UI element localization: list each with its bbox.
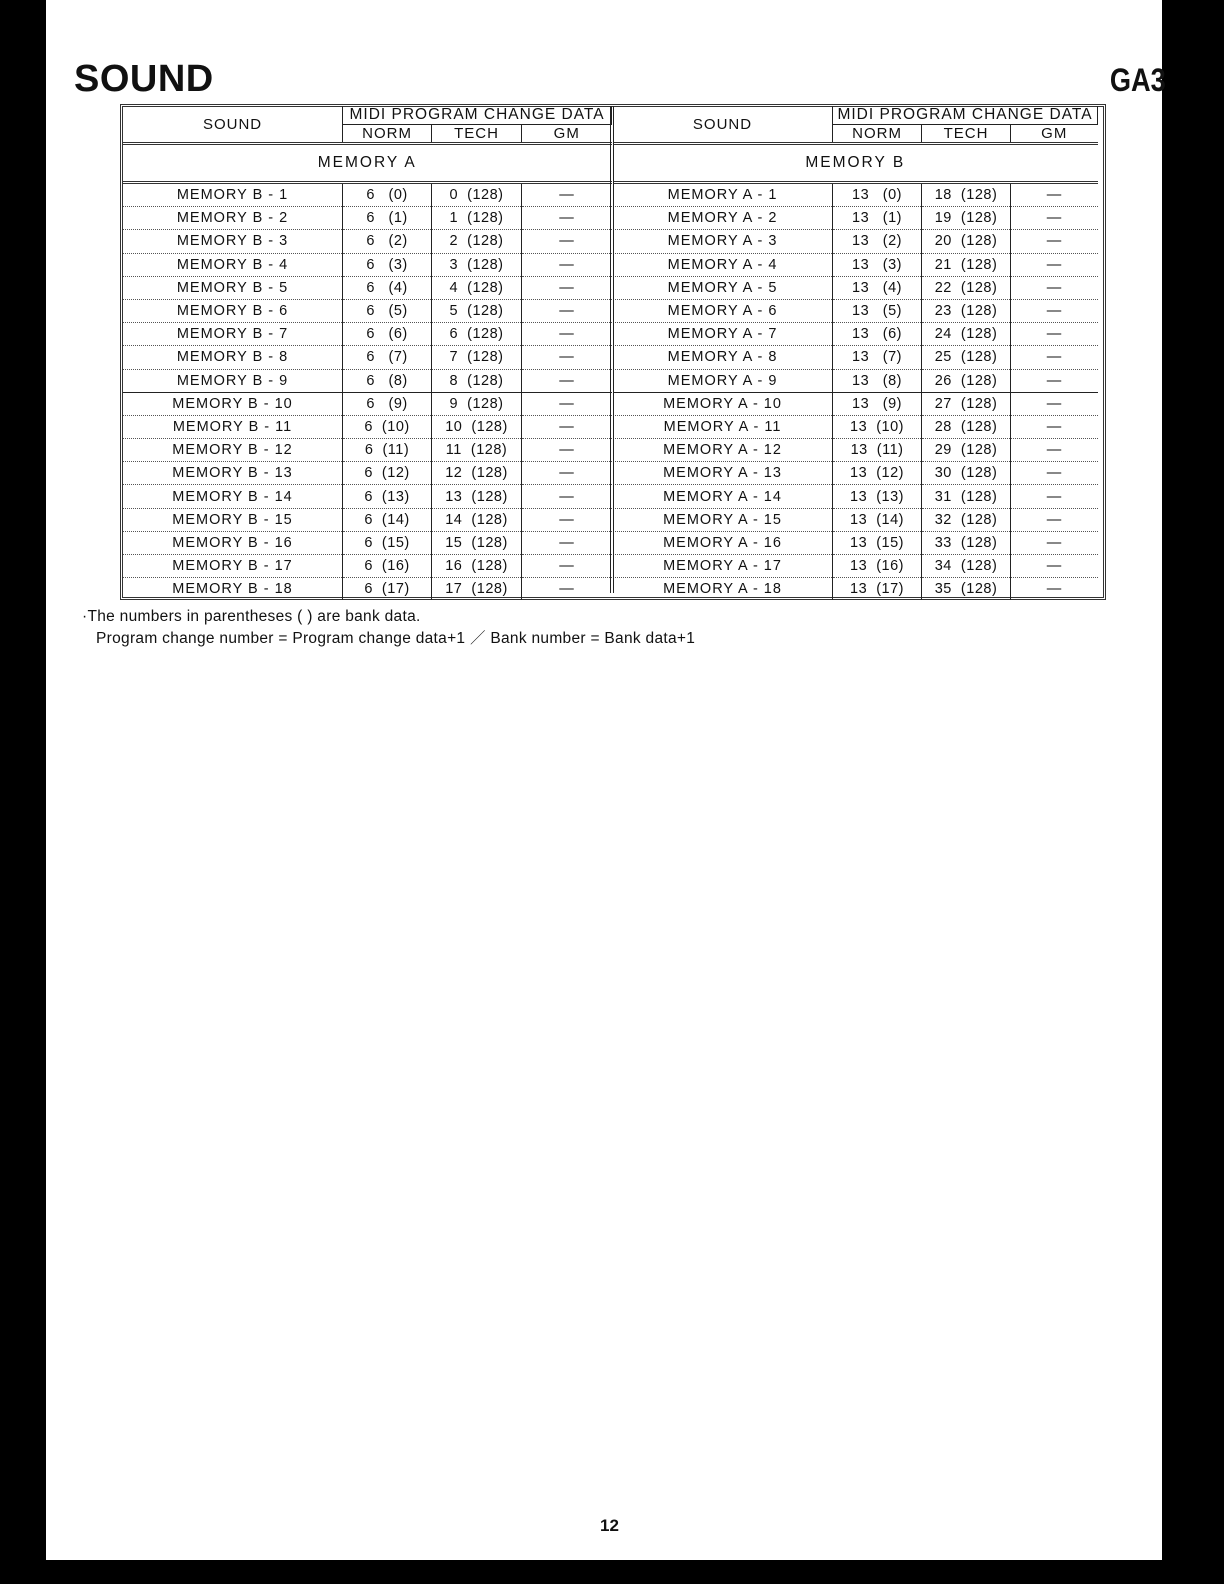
table-row	[613, 276, 1098, 299]
table-row	[613, 555, 1098, 578]
cell-sound: MEMORY A - 3	[613, 230, 833, 253]
cell-norm: 6 (5)	[343, 299, 432, 322]
table-row	[123, 253, 612, 276]
table-row	[613, 253, 1098, 276]
cell-sound: MEMORY B - 1	[123, 183, 343, 207]
table-row	[613, 392, 1098, 415]
cell-tech: 18 (128)	[922, 183, 1011, 207]
cell-gm: —	[1011, 485, 1098, 508]
cell-tech: 35 (128)	[922, 578, 1011, 601]
cell-gm: —	[522, 183, 612, 207]
cell-sound: MEMORY B - 12	[123, 439, 343, 462]
cell-gm: —	[1011, 415, 1098, 438]
table-row	[123, 230, 612, 253]
cell-sound: MEMORY A - 13	[613, 462, 833, 485]
cell-gm: —	[1011, 299, 1098, 322]
cell-sound: MEMORY A - 2	[613, 207, 833, 230]
cell-gm: —	[1011, 207, 1098, 230]
cell-gm: —	[522, 508, 612, 531]
section-title: MEMORY B	[613, 144, 1098, 183]
table-row	[613, 415, 1098, 438]
cell-norm: 13 (9)	[833, 392, 922, 415]
scan-border-bottom	[0, 1560, 1224, 1584]
cell-gm: —	[522, 578, 612, 601]
cell-sound: MEMORY A - 14	[613, 485, 833, 508]
table-row	[613, 462, 1098, 485]
cell-norm: 13 (11)	[833, 439, 922, 462]
cell-gm: —	[1011, 230, 1098, 253]
cell-sound: MEMORY B - 4	[123, 253, 343, 276]
cell-tech: 22 (128)	[922, 276, 1011, 299]
cell-sound: MEMORY A - 7	[613, 323, 833, 346]
table-row	[123, 415, 612, 438]
cell-sound: MEMORY A - 17	[613, 555, 833, 578]
cell-sound: MEMORY A - 6	[613, 299, 833, 322]
table-row	[123, 346, 612, 369]
cell-norm: 13 (17)	[833, 578, 922, 601]
col-midi-header: MIDI PROGRAM CHANGE DATA	[343, 106, 612, 125]
cell-gm: —	[522, 555, 612, 578]
note-line-1: ·The numbers in parentheses ( ) are bank data.	[82, 608, 421, 625]
cell-norm: 6 (12)	[343, 462, 432, 485]
cell-sound: MEMORY B - 10	[123, 392, 343, 415]
cell-tech: 7 (128)	[432, 346, 522, 369]
cell-gm: —	[522, 415, 612, 438]
cell-tech: 32 (128)	[922, 508, 1011, 531]
cell-gm: —	[1011, 323, 1098, 346]
cell-sound: MEMORY B - 13	[123, 462, 343, 485]
cell-gm: —	[1011, 392, 1098, 415]
cell-tech: 23 (128)	[922, 299, 1011, 322]
table-center-divider	[610, 106, 614, 593]
table-row	[123, 392, 612, 415]
cell-tech: 27 (128)	[922, 392, 1011, 415]
cell-sound: MEMORY A - 18	[663, 581, 782, 598]
table-row	[123, 439, 612, 462]
cell-tech: 9 (128)	[432, 392, 522, 415]
table-row	[123, 276, 612, 299]
table-row	[123, 323, 612, 346]
cell-sound: MEMORY B - 7	[123, 323, 343, 346]
cell-norm: 6 (16)	[343, 555, 432, 578]
section-row	[613, 144, 1098, 183]
table-row	[123, 462, 612, 485]
cell-tech: 33 (128)	[922, 531, 1011, 554]
cell-norm: 6 (15)	[343, 531, 432, 554]
cell-norm: 6 (1)	[343, 207, 432, 230]
table-row	[613, 531, 1098, 554]
col-gm-header: GM	[1011, 125, 1098, 144]
cell-tech: 0 (128)	[432, 183, 522, 207]
table-row	[123, 183, 612, 207]
cell-tech: 15 (128)	[432, 531, 522, 554]
table-row	[123, 299, 612, 322]
cell-norm: 13 (10)	[833, 415, 922, 438]
cell-tech: 28 (128)	[922, 415, 1011, 438]
cell-tech: 6 (128)	[432, 323, 522, 346]
cell-gm: —	[522, 531, 612, 554]
cell-gm: —	[1011, 555, 1098, 578]
table-row	[123, 531, 612, 554]
col-sound-header: SOUND	[202, 115, 263, 133]
cell-gm: —	[522, 439, 612, 462]
cell-tech: 29 (128)	[922, 439, 1011, 462]
table-row	[613, 207, 1098, 230]
sound-table-right	[613, 106, 1098, 600]
cell-gm: —	[522, 253, 612, 276]
cell-norm: 6 (13)	[343, 485, 432, 508]
cell-gm: —	[1011, 508, 1098, 531]
col-norm-header: NORM	[833, 125, 922, 144]
col-tech-header: TECH	[432, 125, 522, 144]
cell-sound: MEMORY B - 2	[123, 207, 343, 230]
cell-gm: —	[1011, 439, 1098, 462]
cell-sound: MEMORY A - 8	[613, 346, 833, 369]
cell-sound: MEMORY B - 8	[123, 346, 343, 369]
cell-gm: —	[522, 462, 612, 485]
cell-norm: 6 (0)	[343, 183, 432, 207]
cell-sound: MEMORY B - 3	[123, 230, 343, 253]
cell-gm: —	[522, 485, 612, 508]
cell-gm: —	[522, 323, 612, 346]
cell-tech: 34 (128)	[922, 555, 1011, 578]
cell-tech: 5 (128)	[432, 299, 522, 322]
cell-sound: MEMORY B - 5	[123, 276, 343, 299]
cell-tech: 30 (128)	[922, 462, 1011, 485]
cell-tech: 13 (128)	[432, 485, 522, 508]
cell-norm: 13 (1)	[833, 207, 922, 230]
cell-sound: MEMORY B - 17	[123, 555, 343, 578]
cell-norm: 6 (8)	[343, 369, 432, 392]
cell-tech: 21 (128)	[922, 253, 1011, 276]
table-row	[613, 439, 1098, 462]
cell-norm: 13 (5)	[833, 299, 922, 322]
cell-norm: 13 (7)	[833, 346, 922, 369]
cell-norm: 6 (7)	[343, 346, 432, 369]
cell-norm: 6 (4)	[343, 276, 432, 299]
cell-gm: —	[1011, 346, 1098, 369]
table-row	[613, 578, 1098, 601]
cell-norm: 6 (14)	[343, 508, 432, 531]
cell-sound: MEMORY A - 9	[613, 369, 833, 392]
cell-gm: —	[1011, 531, 1098, 554]
cell-norm: 6 (3)	[343, 253, 432, 276]
cell-tech: 4 (128)	[432, 276, 522, 299]
cell-gm: —	[522, 230, 612, 253]
cell-tech: 12 (128)	[432, 462, 522, 485]
cell-tech: 8 (128)	[432, 369, 522, 392]
table-row	[613, 323, 1098, 346]
cell-sound: MEMORY B - 15	[123, 508, 343, 531]
cell-norm: 13 (0)	[833, 183, 922, 207]
table-row	[613, 230, 1098, 253]
cell-sound: MEMORY A - 16	[613, 531, 833, 554]
table-row	[123, 555, 612, 578]
cell-tech: 16 (128)	[432, 555, 522, 578]
cell-sound: MEMORY B - 6	[123, 299, 343, 322]
cell-tech: 26 (128)	[922, 369, 1011, 392]
col-sound-header: SOUND	[692, 115, 753, 133]
table-row	[123, 508, 612, 531]
cell-gm: —	[1011, 462, 1098, 485]
cell-gm: —	[522, 392, 612, 415]
cell-sound: MEMORY A - 1	[613, 183, 833, 207]
cell-norm: 6 (10)	[343, 415, 432, 438]
cell-tech: 25 (128)	[922, 346, 1011, 369]
cell-norm: 13 (2)	[833, 230, 922, 253]
table-row	[123, 578, 612, 601]
cell-tech: 1 (128)	[432, 207, 522, 230]
cell-tech: 24 (128)	[922, 323, 1011, 346]
table-row	[123, 485, 612, 508]
cell-norm: 6 (9)	[343, 392, 432, 415]
cell-sound: MEMORY B - 14	[123, 485, 343, 508]
cell-gm: —	[522, 299, 612, 322]
cell-norm: 13 (13)	[833, 485, 922, 508]
cell-norm: 13 (3)	[833, 253, 922, 276]
col-midi-header: MIDI PROGRAM CHANGE DATA	[833, 106, 1098, 125]
cell-gm: —	[522, 207, 612, 230]
cell-norm: 6 (6)	[343, 323, 432, 346]
section-row	[123, 144, 612, 183]
cell-norm: 13 (4)	[833, 276, 922, 299]
cell-gm: —	[1011, 183, 1098, 207]
table-row	[613, 346, 1098, 369]
cell-gm: —	[1011, 369, 1098, 392]
cell-tech: 20 (128)	[922, 230, 1011, 253]
cell-sound: MEMORY A - 15	[613, 508, 833, 531]
cell-norm: 13 (16)	[833, 555, 922, 578]
section-title: MEMORY A	[123, 144, 612, 183]
scan-border-right	[1162, 0, 1224, 1584]
note-line-2: Program change number = Program change data+1 ／ Bank number = Bank data+1	[96, 630, 696, 647]
table-row	[123, 369, 612, 392]
cell-sound: MEMORY A - 4	[613, 253, 833, 276]
cell-gm: —	[522, 346, 612, 369]
table-row	[613, 369, 1098, 392]
cell-norm: 13 (15)	[833, 531, 922, 554]
cell-tech: 31 (128)	[922, 485, 1011, 508]
cell-tech: 19 (128)	[922, 207, 1011, 230]
cell-gm: —	[1011, 578, 1098, 601]
cell-norm: 13 (12)	[833, 462, 922, 485]
cell-gm: —	[1011, 276, 1098, 299]
cell-sound: MEMORY A - 10	[613, 392, 833, 415]
cell-norm: 13 (8)	[833, 369, 922, 392]
scan-border-left	[0, 0, 46, 1584]
cell-tech: 3 (128)	[432, 253, 522, 276]
table-row	[613, 299, 1098, 322]
model-label: GA3	[1110, 62, 1166, 98]
cell-tech: 2 (128)	[432, 230, 522, 253]
header-row	[123, 106, 612, 125]
cell-sound: MEMORY B - 11	[123, 415, 343, 438]
cell-gm: —	[522, 369, 612, 392]
col-gm-header: GM	[522, 125, 612, 144]
cell-sound: MEMORY B - 18	[172, 581, 293, 598]
cell-tech: 10 (128)	[432, 415, 522, 438]
cell-norm: 13 (6)	[833, 323, 922, 346]
col-norm-header: NORM	[343, 125, 432, 144]
cell-tech: 11 (128)	[432, 439, 522, 462]
page-number: 12	[600, 1516, 619, 1535]
cell-gm: —	[1011, 253, 1098, 276]
table-row	[613, 183, 1098, 207]
cell-sound: MEMORY A - 5	[613, 276, 833, 299]
cell-norm: 13 (14)	[833, 508, 922, 531]
col-tech-header: TECH	[922, 125, 1011, 144]
table-row	[613, 508, 1098, 531]
notes	[82, 606, 695, 650]
cell-sound: MEMORY B - 9	[123, 369, 343, 392]
cell-sound: MEMORY B - 16	[123, 531, 343, 554]
cell-tech: 17 (128)	[432, 578, 522, 601]
cell-gm: —	[522, 276, 612, 299]
cell-sound: MEMORY A - 12	[613, 439, 833, 462]
sound-table-left	[123, 106, 612, 600]
header-row	[613, 106, 1098, 125]
cell-norm: 6 (17)	[343, 578, 432, 601]
page-title: SOUND	[74, 58, 214, 100]
cell-tech: 14 (128)	[432, 508, 522, 531]
cell-norm: 6 (11)	[343, 439, 432, 462]
cell-sound: MEMORY A - 11	[613, 415, 833, 438]
table-row	[613, 485, 1098, 508]
table-row	[123, 207, 612, 230]
cell-norm: 6 (2)	[343, 230, 432, 253]
